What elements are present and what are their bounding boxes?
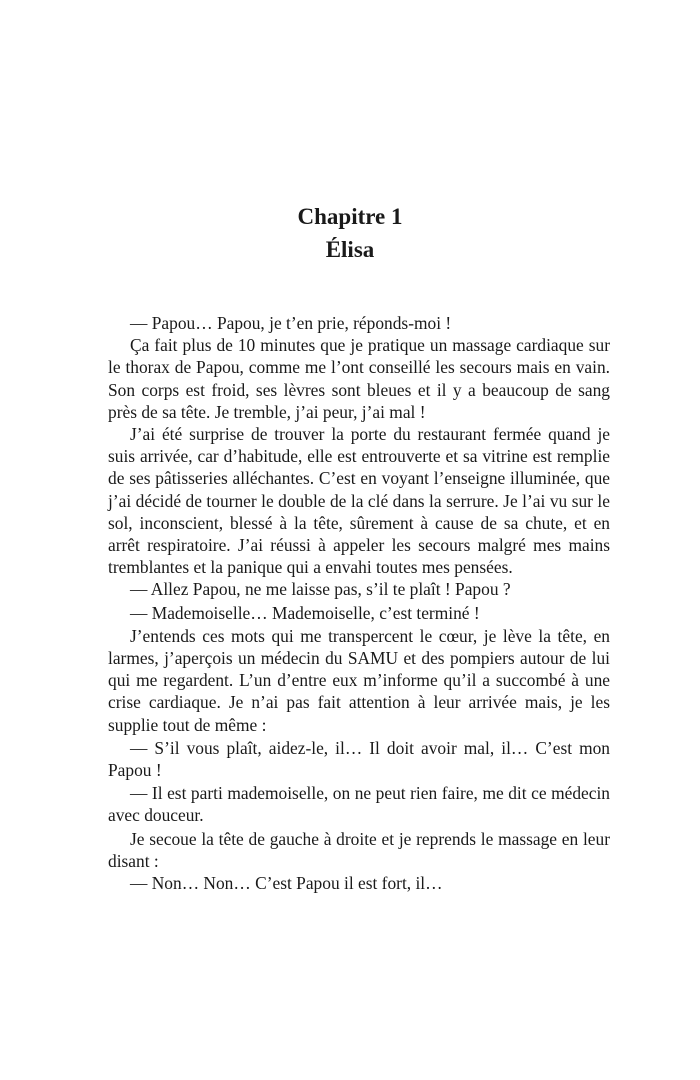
paragraph-1: — Papou… Papou, je t’en prie, réponds-moi ! — [130, 313, 452, 333]
paragraph-9: Je secoue la tête de gauche à droite et je reprends le massage en leur disant : — [108, 828, 610, 871]
paragraph-3: J’ai été surprise de trouver la porte du restaurant fermée quand je suis arrivée, car d’habitude, elle est entrouverte et sa vitrine est remplie de ses pâtisseries alléchantes. C’est en voyant l’enseigne illuminée, que j’ai décidé de tourner le double de la clé dans la serrure. Je l’ai vu sur le sol, inconscient, blessé à la tête, sûrement à cause de sa chute, et en arrêt respiratoire. J’ai réussi à appeler les secours malgré mes mains tremblantes et la panique qui a envahi toutes mes pensées. — [108, 424, 610, 578]
paragraph-2: Ça fait plus de 10 minutes que je pratique un massage cardiaque sur le thorax de Papou, comme me l’ont conseillé les secours mais en vain. Son corps est froid, ses lèvres sont bleues et il y a beaucoup de sang près de sa tête. Je tremble, j’ai peur, j’ai mal ! — [108, 335, 610, 422]
paragraph-6: J’entends ces mots qui me transpercent le cœur, je lève la tête, en larmes, j’aperçois un médecin du SAMU et des pompiers autour de lui qui me regardent. L’un d’entre eux m’informe qu’il a succombé à une crise cardiaque. Je n’ai pas fait attention à leur arrivée mais, je les supplie tout de même : — [108, 625, 610, 735]
chapter-title: Élisa — [325, 237, 375, 262]
paragraph-5: — Mademoiselle… Mademoiselle, c’est terminé ! — [130, 602, 480, 623]
chapter-body — [108, 312, 610, 894]
paragraph-4: — Allez Papou, ne me laisse pas, s’il te plaît ! Papou ? — [130, 579, 511, 600]
chapter-number: Chapitre 1 — [297, 204, 403, 229]
paragraph-8: — Il est parti mademoiselle, on ne peut rien faire, me dit ce médecin avec douceur. — [108, 783, 610, 826]
paragraph-7: — S’il vous plaît, aidez-le, il… Il doit avoir mal, il… C’est mon Papou ! — [108, 737, 610, 781]
chapter-heading — [0, 200, 700, 266]
paragraph-10: — Non… Non… C’est Papou il est fort, il… — [130, 873, 443, 894]
